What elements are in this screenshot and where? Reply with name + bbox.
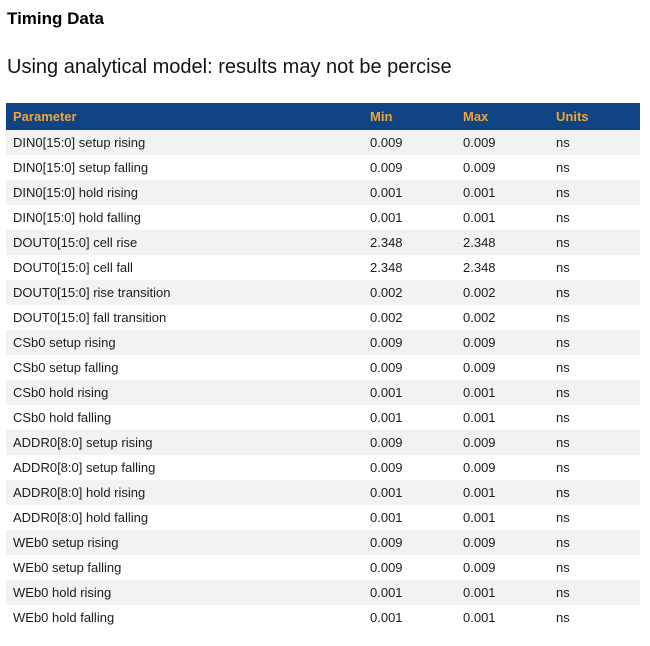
cell-parameter: WEb0 setup falling bbox=[13, 560, 122, 575]
cell-max: 0.001 bbox=[463, 210, 496, 225]
cell-units: ns bbox=[556, 485, 570, 500]
cell-units: ns bbox=[556, 410, 570, 425]
table-row bbox=[6, 555, 640, 580]
cell-parameter: ADDR0[8:0] hold rising bbox=[13, 485, 146, 500]
cell-parameter: CSb0 setup falling bbox=[13, 360, 119, 375]
cell-parameter: ADDR0[8:0] hold falling bbox=[13, 510, 149, 525]
cell-units: ns bbox=[556, 210, 570, 225]
cell-parameter: ADDR0[8:0] setup falling bbox=[13, 460, 156, 475]
cell-min: 0.001 bbox=[370, 385, 403, 400]
cell-units: ns bbox=[556, 135, 570, 150]
cell-max: 0.001 bbox=[463, 385, 496, 400]
cell-max: 0.009 bbox=[463, 335, 496, 350]
column-header-units: Units bbox=[549, 103, 640, 130]
cell-units: ns bbox=[556, 460, 570, 475]
cell-max: 0.009 bbox=[463, 160, 496, 175]
cell-min: 0.001 bbox=[370, 510, 403, 525]
cell-min: 0.009 bbox=[370, 560, 403, 575]
table-row bbox=[6, 455, 640, 480]
cell-parameter: ADDR0[8:0] setup rising bbox=[13, 435, 153, 450]
cell-min: 0.001 bbox=[370, 585, 403, 600]
cell-max: 2.348 bbox=[463, 235, 496, 250]
table-row bbox=[6, 380, 640, 405]
column-header-min: Min bbox=[363, 103, 456, 130]
cell-min: 0.001 bbox=[370, 185, 403, 200]
cell-units: ns bbox=[556, 310, 570, 325]
cell-max: 0.009 bbox=[463, 360, 496, 375]
table-row bbox=[6, 155, 640, 180]
timing-table bbox=[6, 103, 640, 630]
cell-max: 0.001 bbox=[463, 410, 496, 425]
table-row bbox=[6, 255, 640, 280]
cell-units: ns bbox=[556, 560, 570, 575]
cell-min: 0.001 bbox=[370, 410, 403, 425]
table-row bbox=[6, 605, 640, 630]
cell-parameter: DIN0[15:0] setup rising bbox=[13, 135, 146, 150]
cell-max: 0.001 bbox=[463, 585, 496, 600]
cell-max: 0.009 bbox=[463, 535, 496, 550]
cell-parameter: WEb0 hold rising bbox=[13, 585, 112, 600]
cell-max: 0.001 bbox=[463, 185, 496, 200]
header-row bbox=[6, 103, 640, 130]
table-row bbox=[6, 405, 640, 430]
cell-parameter: CSb0 setup rising bbox=[13, 335, 116, 350]
cell-units: ns bbox=[556, 610, 570, 625]
cell-parameter: DOUT0[15:0] cell rise bbox=[13, 235, 138, 250]
cell-units: ns bbox=[556, 385, 570, 400]
cell-min: 0.009 bbox=[370, 160, 403, 175]
cell-max: 0.009 bbox=[463, 560, 496, 575]
cell-units: ns bbox=[556, 335, 570, 350]
cell-units: ns bbox=[556, 535, 570, 550]
cell-min: 0.001 bbox=[370, 610, 403, 625]
page-title: Timing Data bbox=[7, 9, 104, 28]
cell-parameter: DOUT0[15:0] cell fall bbox=[13, 260, 133, 275]
cell-max: 2.348 bbox=[463, 260, 496, 275]
cell-units: ns bbox=[556, 285, 570, 300]
table-row bbox=[6, 505, 640, 530]
table-row bbox=[6, 205, 640, 230]
table-row bbox=[6, 430, 640, 455]
cell-parameter: DIN0[15:0] hold falling bbox=[13, 210, 141, 225]
timing-table-header bbox=[6, 103, 640, 130]
table-row bbox=[6, 530, 640, 555]
table-row bbox=[6, 280, 640, 305]
cell-min: 0.009 bbox=[370, 535, 403, 550]
cell-min: 2.348 bbox=[370, 235, 403, 250]
table-row bbox=[6, 330, 640, 355]
table-row bbox=[6, 130, 640, 155]
cell-max: 0.001 bbox=[463, 485, 496, 500]
cell-min: 0.009 bbox=[370, 335, 403, 350]
cell-parameter: WEb0 hold falling bbox=[13, 610, 115, 625]
cell-min: 2.348 bbox=[370, 260, 403, 275]
cell-max: 0.009 bbox=[463, 460, 496, 475]
table-row bbox=[6, 305, 640, 330]
cell-units: ns bbox=[556, 160, 570, 175]
cell-min: 0.009 bbox=[370, 135, 403, 150]
cell-min: 0.009 bbox=[370, 460, 403, 475]
cell-units: ns bbox=[556, 435, 570, 450]
cell-min: 0.001 bbox=[370, 210, 403, 225]
column-header-max: Max bbox=[456, 103, 549, 130]
cell-parameter: DOUT0[15:0] rise transition bbox=[13, 285, 171, 300]
cell-min: 0.001 bbox=[370, 485, 403, 500]
cell-parameter: CSb0 hold falling bbox=[13, 410, 112, 425]
cell-max: 0.002 bbox=[463, 285, 496, 300]
cell-parameter: DIN0[15:0] setup falling bbox=[13, 160, 149, 175]
table-row bbox=[6, 480, 640, 505]
column-header-parameter: Parameter bbox=[6, 103, 363, 130]
cell-parameter: WEb0 setup rising bbox=[13, 535, 119, 550]
cell-min: 0.002 bbox=[370, 310, 403, 325]
cell-parameter: DIN0[15:0] hold rising bbox=[13, 185, 139, 200]
cell-units: ns bbox=[556, 360, 570, 375]
table-row bbox=[6, 230, 640, 255]
cell-max: 0.001 bbox=[463, 510, 496, 525]
cell-parameter: DOUT0[15:0] fall transition bbox=[13, 310, 167, 325]
table-row bbox=[6, 180, 640, 205]
page-subtitle: Using analytical model: results may not be percise bbox=[7, 56, 452, 78]
table-row bbox=[6, 355, 640, 380]
table-row bbox=[6, 580, 640, 605]
cell-units: ns bbox=[556, 185, 570, 200]
cell-max: 0.002 bbox=[463, 310, 496, 325]
cell-units: ns bbox=[556, 235, 570, 250]
cell-units: ns bbox=[556, 260, 570, 275]
cell-max: 0.001 bbox=[463, 610, 496, 625]
cell-min: 0.009 bbox=[370, 435, 403, 450]
cell-min: 0.009 bbox=[370, 360, 403, 375]
cell-units: ns bbox=[556, 585, 570, 600]
timing-table-body bbox=[6, 130, 640, 630]
cell-max: 0.009 bbox=[463, 135, 496, 150]
cell-min: 0.002 bbox=[370, 285, 403, 300]
cell-units: ns bbox=[556, 510, 570, 525]
cell-max: 0.009 bbox=[463, 435, 496, 450]
cell-parameter: CSb0 hold rising bbox=[13, 385, 109, 400]
